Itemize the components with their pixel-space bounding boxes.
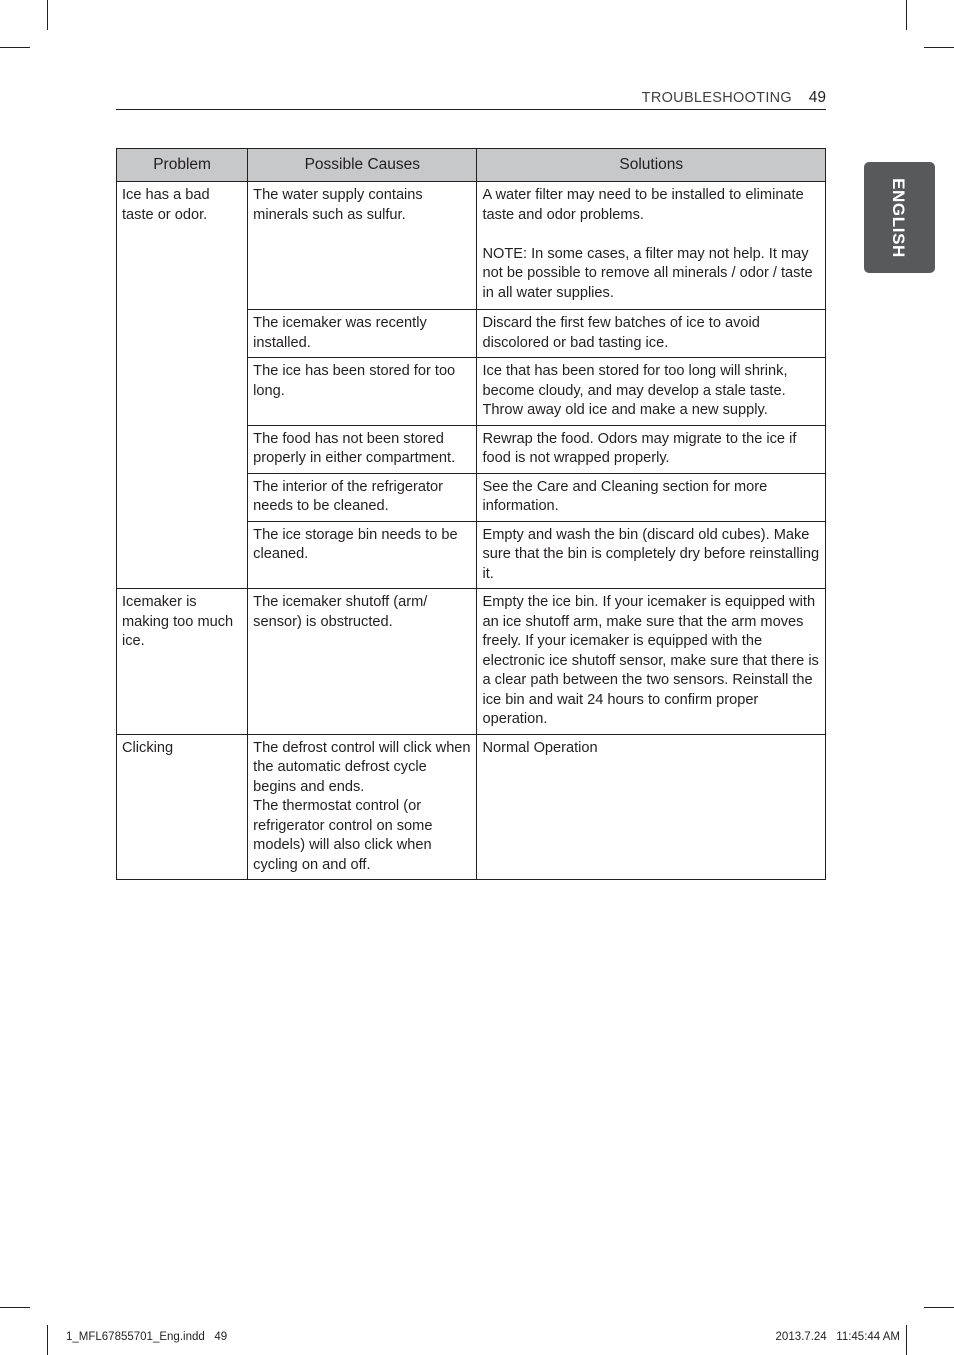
- solution-cell: Discard the first few batches of ice to avoid discolored or bad tasting ice.: [477, 310, 826, 358]
- cause-cell: The water supply contains minerals such as sulfur.: [248, 182, 477, 310]
- table-row: [117, 589, 826, 735]
- crop-mark: [924, 1307, 954, 1308]
- language-tab-label: ENGLISH: [889, 178, 908, 258]
- header-solutions: Solutions: [477, 149, 826, 182]
- troubleshooting-table: [116, 148, 826, 880]
- crop-mark: [0, 47, 30, 48]
- table-row: [117, 734, 826, 880]
- solution-cell: A water filter may need to be installed to eliminate taste and odor problems. NOTE: In some cases, a filter may not help. It may not be possible to remove all minerals / odor / taste in all water supplies.: [477, 182, 826, 310]
- problem-cell: Ice has a bad taste or odor.: [117, 182, 248, 589]
- crop-mark: [47, 1325, 48, 1355]
- cause-cell: The interior of the refrigerator needs to be cleaned.: [248, 473, 477, 521]
- table-body: [117, 182, 826, 880]
- problem-cell: Icemaker is making too much ice.: [117, 589, 248, 735]
- cause-cell: The icemaker was recently installed.: [248, 310, 477, 358]
- running-header: [116, 89, 826, 110]
- cause-cell: The food has not been stored properly in either compartment.: [248, 425, 477, 473]
- problem-cell: Clicking: [117, 734, 248, 880]
- solution-cell: Ice that has been stored for too long will shrink, become cloudy, and may develop a stale taste. Throw away old ice and make a new supply.: [477, 358, 826, 426]
- cause-cell: The ice storage bin needs to be cleaned.: [248, 521, 477, 589]
- language-tab: [864, 162, 935, 273]
- solution-cell: See the Care and Cleaning section for more information.: [477, 473, 826, 521]
- crop-mark: [906, 0, 907, 30]
- solution-cell: Rewrap the food. Odors may migrate to the ice if food is not wrapped properly.: [477, 425, 826, 473]
- header-possible-causes: Possible Causes: [248, 149, 477, 182]
- solution-cell: Empty the ice bin. If your icemaker is equipped with an ice shutoff arm, make sure that the arm moves freely. If your icemaker is equipped with the electronic ice shutoff sensor, make sure that there is a clear path between the two sensors. Reinstall the ice bin and wait 24 hours to confirm proper operation.: [477, 589, 826, 735]
- header-problem: Problem: [117, 149, 248, 182]
- section-title: TROUBLESHOOTING: [641, 90, 792, 106]
- solution-cell: Normal Operation: [477, 734, 826, 880]
- crop-mark: [906, 1325, 907, 1355]
- table-header-row: [117, 149, 826, 182]
- cause-cell: The icemaker shutoff (arm/ sensor) is obstructed.: [248, 589, 477, 735]
- crop-mark: [924, 47, 954, 48]
- footer-timestamp: 2013.7.24 11:45:44 AM: [775, 1331, 900, 1343]
- table-row: [117, 182, 826, 310]
- page-number: 49: [808, 89, 826, 106]
- cause-cell: The defrost control will click when the automatic defrost cycle begins and ends. The thermostat control (or refrigerator control on some models) will also click when cycling on and off.: [248, 734, 477, 880]
- cause-cell: The ice has been stored for too long.: [248, 358, 477, 426]
- footer-file-name: 1_MFL67855701_Eng.indd 49: [66, 1331, 228, 1343]
- crop-mark: [47, 0, 48, 30]
- crop-mark: [0, 1307, 30, 1308]
- solution-cell: Empty and wash the bin (discard old cubes). Make sure that the bin is completely dry before reinstalling it.: [477, 521, 826, 589]
